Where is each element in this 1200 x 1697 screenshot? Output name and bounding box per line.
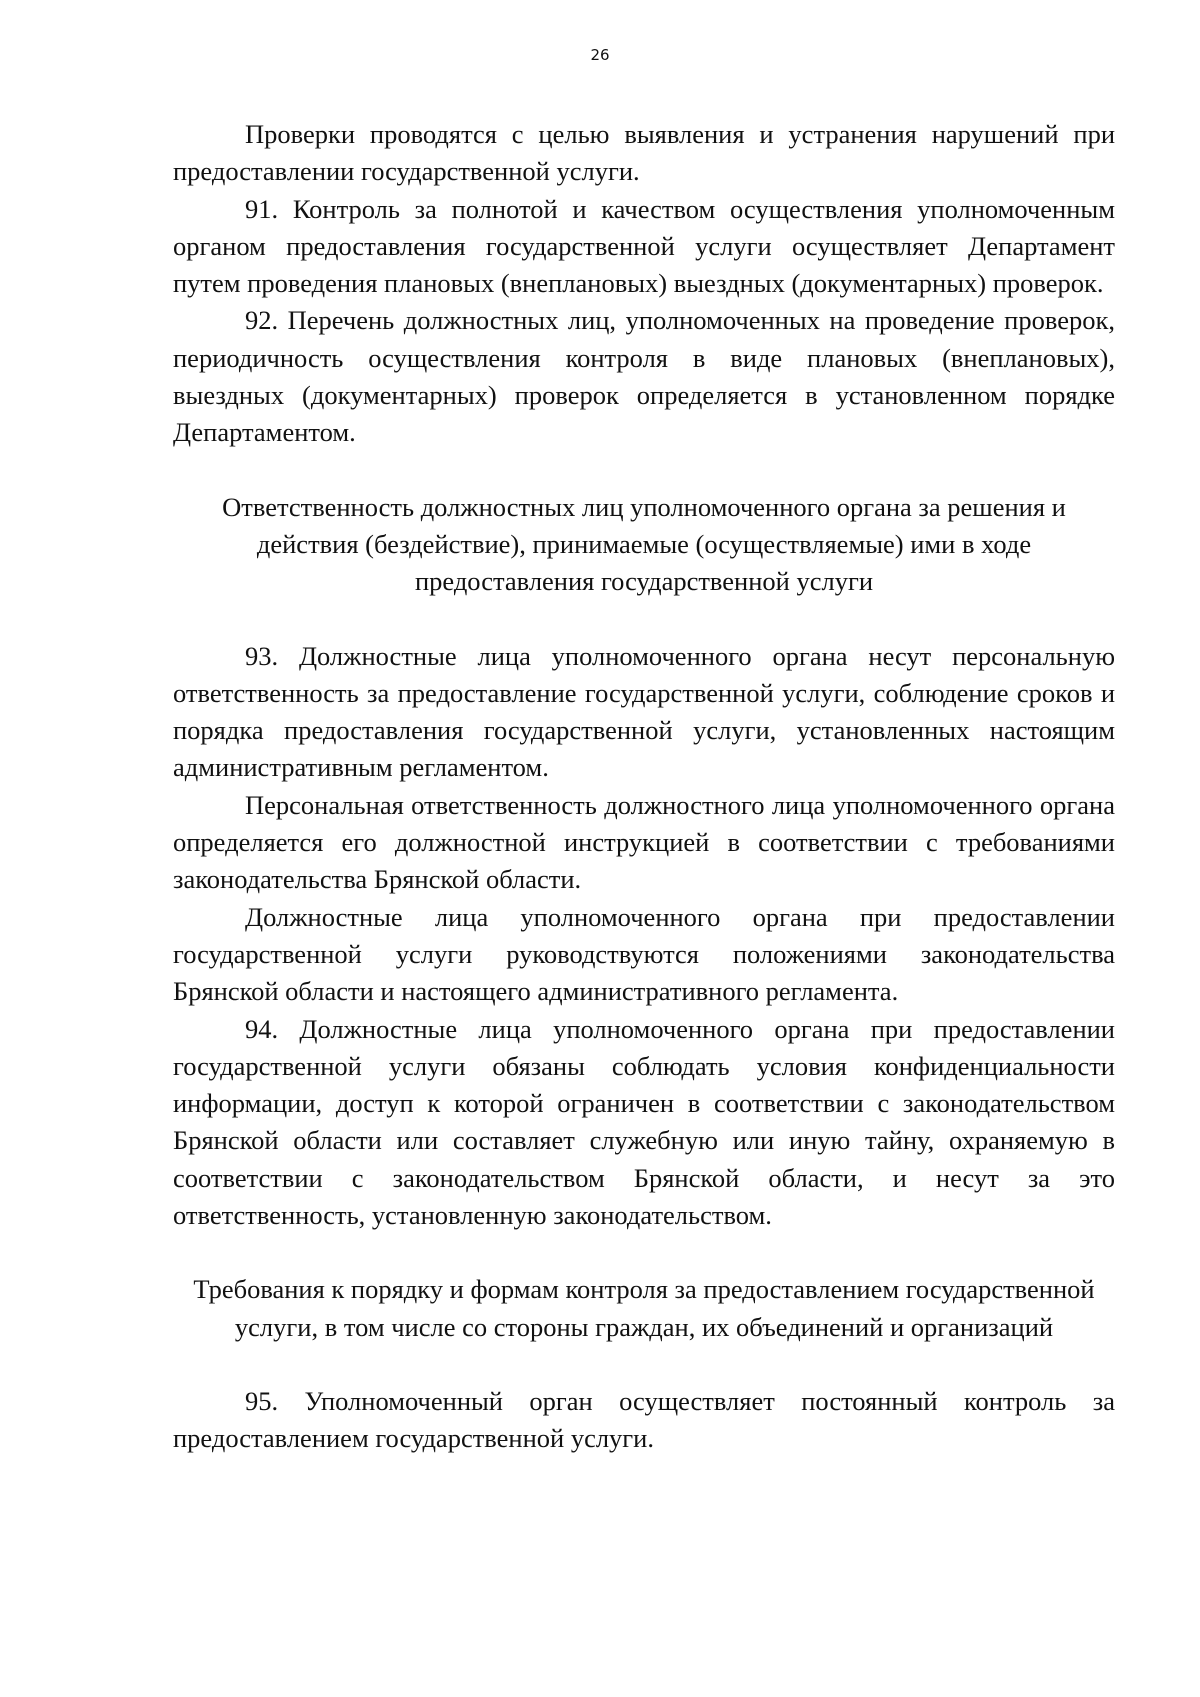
paragraph-93: 93. Должностные лица уполномоченного органа несут персональную ответственность за предоставление государственной услуги, соблюдение сроков и порядка предоставления государственной услуги, установленных настоящим административным регламентом. (173, 640, 1115, 783)
paragraph-91: 91. Контроль за полнотой и качеством осуществления уполномоченным органом предоставления государственной услуги осуществляет Департамент путем проведения плановых (внеплановых) выездных (документарных) проверок. (173, 193, 1115, 299)
paragraph-92: 92. Перечень должностных лиц, уполномоченных на проведение проверок, периодичность осуществления контроля в виде плановых (внеплановых), выездных (документарных) проверок определяется в установленном порядке Департаментом. (173, 305, 1115, 448)
paragraph-95: 95. Уполномоченный орган осуществляет постоянный контроль за предоставлением государственной услуги. (173, 1385, 1115, 1454)
section-heading-responsibility: Ответственность должностных лиц уполномоченного органа за решения и действия (бездействие), принимаемые (осуществляемые) ими в ходе предоставления государственной услуги (222, 491, 1066, 597)
paragraph-inspections-purpose: Проверки проводятся с целью выявления и устранения нарушений при предоставлении государственной услуги. (173, 119, 1115, 187)
section-heading-control-requirements: Требования к порядку и формам контроля за предоставлением государственной услуги, в том числе со стороны граждан, их объединений и организаций (193, 1274, 1095, 1342)
page-number: 26 (590, 46, 610, 64)
document-body (173, 116, 1115, 1458)
paragraph-personal-responsibility: Персональная ответственность должностного лица уполномоченного органа определяется его должностной инструкцией в соответствии с требованиями законодательства Брянской области. (173, 789, 1115, 895)
paragraph-94: 94. Должностные лица уполномоченного органа при предоставлении государственной услуги обязаны соблюдать условия конфиденциальности информации, доступ к которой ограничен в соответствии с законодательством Брянской области или составляет служебную или иную тайну, охраняемую в соответствии с законодательством Брянской области, и несут за это ответственность, установленную законодательством. (173, 1013, 1115, 1231)
paragraph-officials-guided: Должностные лица уполномоченного органа при предоставлении государственной услуги руководствуются положениями законодательства Брянской области и настоящего административного регламента. (173, 901, 1115, 1007)
